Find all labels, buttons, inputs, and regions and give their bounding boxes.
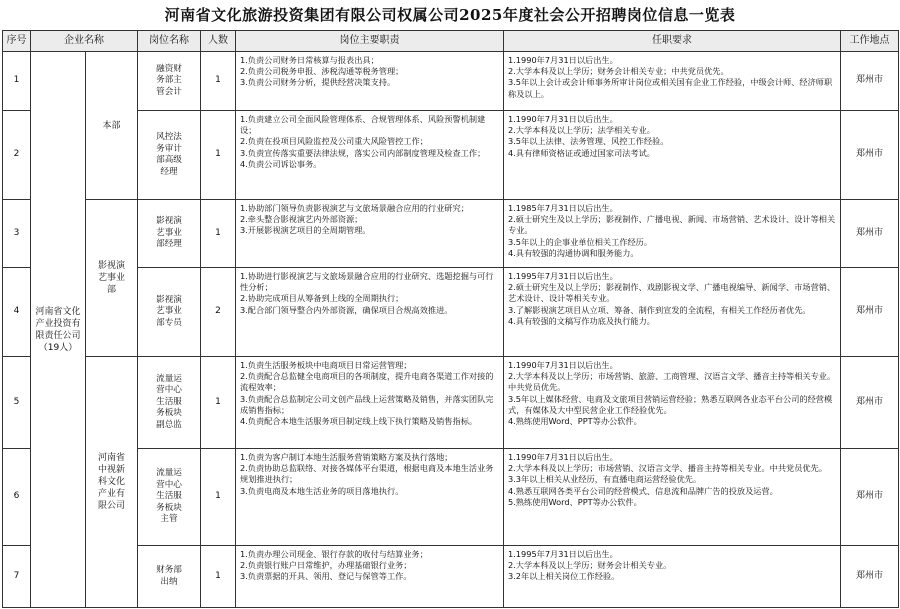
duty-item: 3.配合部门领导整合内外部资源，确保项目合规高效推进。	[240, 304, 453, 315]
department-zhongshi: 河南省中视新科文化产业有限公司	[86, 357, 138, 608]
duty-item: 3.负责配合总监制定公司文创产品线上运营策略及销售，并落实团队完成销售指标；	[240, 393, 494, 415]
duties-cell	[236, 546, 504, 608]
requirement-item: 3.了解影视演艺项目从立项、筹备、制作到宣发的全流程，有相关工作经历者优先。	[508, 304, 811, 315]
headcount: 1	[201, 449, 236, 546]
row-seq: 3	[3, 200, 31, 268]
requirement-item: 3.2年以上相关岗位工作经验。	[508, 571, 620, 582]
header-row	[3, 31, 899, 52]
duty-item: 1.协助进行影视演艺与文旅场景融合应用的行业研究、选题挖掘与可行性分析；	[240, 271, 494, 293]
headcount: 1	[201, 357, 236, 449]
requirement-item: 1.1990年7月31日以后出生。	[508, 114, 618, 124]
requirement-item: 1.1990年7月31日以后出生。	[508, 55, 618, 65]
duty-item: 4.负责配合本地生活服务项目制定线上线下执行策略及销售指标。	[240, 416, 478, 427]
requirement-item: 2.硕士研究生及以上学历；影视制作、戏剧影视文学、广播电视编导、新闻学、市场营销、艺术设计、设计等相关专业。	[508, 282, 836, 304]
header-seq: 序号	[3, 31, 31, 52]
requirements-cell	[504, 52, 841, 111]
table-row	[3, 449, 899, 546]
headcount: 1	[201, 111, 236, 200]
header-position: 岗位名称	[138, 31, 201, 52]
company-name: 河南省文化产业投资有限责任公司（19人）	[31, 52, 86, 608]
requirements-cell	[504, 200, 841, 268]
requirement-item: 2.大学本科及以上学历；财务会计相关专业；中共党员优先。	[508, 66, 729, 77]
duties-cell	[236, 52, 504, 111]
requirement-item: 4.熟悉互联网各类平台公司的经营模式、信息流和品牌广告的投放及运营。	[508, 485, 778, 496]
duty-item: 1.负责生活服务板块中电商项目日常运营管理；	[240, 360, 412, 370]
requirement-item: 4.具有较强的文稿写作功底及执行能力。	[508, 315, 655, 326]
row-seq: 4	[3, 268, 31, 357]
row-seq: 6	[3, 449, 31, 546]
duty-item: 2.负责银行账户日常维护，办理基础银行业务；	[240, 560, 412, 571]
duty-item: 1.负责建立公司全面风险管理体系、合规管理体系、风险预警机制建设；	[240, 114, 486, 136]
headcount: 1	[201, 546, 236, 608]
requirement-item: 1.1995年7月31日以后出生。	[508, 549, 618, 559]
requirement-item: 4.具有律师资格证或通过国家司法考试。	[508, 147, 655, 158]
requirement-item: 4.熟练使用Word、PPT等办公软件。	[508, 416, 642, 427]
table-row	[3, 52, 899, 111]
duty-item: 4.负责公司诉讼事务。	[240, 158, 322, 169]
requirement-item: 4.具有较强的沟通协调和服务能力。	[508, 247, 639, 258]
department-film: 影视演艺事业部	[86, 200, 138, 357]
requirement-item: 1.1990年7月31日以后出生。	[508, 452, 618, 462]
page-title: 河南省文化旅游投资集团有限公司权属公司2025年度社会公开招聘岗位信息一览表	[164, 6, 736, 24]
requirements-cell	[504, 357, 841, 449]
requirement-item: 3.5年以上法律、法务管理、风控工作经验。	[508, 136, 669, 147]
duty-item: 1.负责公司财务日常核算与报表出具；	[240, 55, 379, 65]
header-duties: 岗位主要职责	[236, 31, 504, 52]
headcount: 2	[201, 268, 236, 357]
header-count: 人数	[201, 31, 236, 52]
header-company: 企业名称	[31, 31, 138, 52]
position-name: 影视演艺事业部专员	[138, 268, 201, 357]
work-location: 郑州市	[841, 449, 899, 546]
work-location: 郑州市	[841, 111, 899, 200]
work-location: 郑州市	[841, 268, 899, 357]
duties-cell	[236, 268, 504, 357]
requirement-item: 1.1985年7月31日以后出生。	[508, 203, 618, 213]
table-row	[3, 268, 899, 357]
position-name: 风控法务审计部高级经理	[138, 111, 201, 200]
requirements-cell	[504, 268, 841, 357]
duties-cell	[236, 200, 504, 268]
requirements-cell	[504, 111, 841, 200]
duty-item: 2.负责协助总监联络、对接各媒体平台渠道，根据电商及本地生活业务规划推进执行；	[240, 463, 494, 485]
row-seq: 1	[3, 52, 31, 111]
headcount: 1	[201, 200, 236, 268]
duty-item: 3.负责电商及本地生活业务的项目落地执行。	[240, 485, 404, 496]
position-name: 财务部出纳	[138, 546, 201, 608]
requirement-item: 2.硕士研究生及以上学历；影视制作、广播电视、新闻、市场营销、艺术设计、设计等相关专业。	[508, 214, 836, 236]
table-row	[3, 200, 899, 268]
requirement-item: 1.1990年7月31日以后出生。	[508, 360, 618, 370]
duty-item: 2.协助完成项目从筹备到上线的全周期执行；	[240, 293, 404, 304]
duty-item: 3.负责票据的开具、领用、登记与保管等工作。	[240, 571, 412, 582]
header-location: 工作地点	[841, 31, 899, 52]
requirement-item: 3.5年以上会计或会计师事务所审计岗位或相关国有企业工作经验，中级会计师、经济师职称及以上。	[508, 77, 833, 99]
duty-item: 2.负责公司税务申报、涉税沟通等税务管理；	[240, 66, 404, 77]
requirement-item: 1.1995年7月31日以后出生。	[508, 271, 618, 281]
row-seq: 5	[3, 357, 31, 449]
work-location: 郑州市	[841, 357, 899, 449]
requirement-item: 5.熟练使用Word、PPT等办公软件。	[508, 496, 642, 507]
department-hq: 本部	[86, 52, 138, 200]
duty-item: 1.负责为客户制订本地生活服务营销策略方案及执行落地；	[240, 452, 453, 462]
row-seq: 2	[3, 111, 31, 200]
requirement-item: 3.3年以上相关从业经历，有直播电商运营经验优先。	[508, 474, 702, 485]
headcount: 1	[201, 52, 236, 111]
duties-cell	[236, 357, 504, 449]
work-location: 郑州市	[841, 200, 899, 268]
table-row	[3, 111, 899, 200]
duty-item: 1.协助部门领导负责影视演艺与文旅场景融合应用的行业研究；	[240, 203, 469, 213]
duty-item: 3.负责宣传落实重要法律法规，落实公司内部制度管理及检查工作；	[240, 147, 486, 158]
position-name: 融资财务部主管会计	[138, 52, 201, 111]
work-location: 郑州市	[841, 546, 899, 608]
position-name: 流量运营中心生活服务板块主管	[138, 449, 201, 546]
duty-item: 2.负责在投项目风险监控及公司重大风险管控工作；	[240, 136, 428, 147]
requirement-item: 2.大学本科及以上学历；法学相关专业。	[508, 125, 655, 136]
requirement-item: 2.大学本科及以上学历；市场营销、汉语言文学、播音主持等相关专业。中共党员优先。	[508, 463, 827, 474]
requirements-cell	[504, 546, 841, 608]
recruitment-table	[2, 30, 899, 608]
requirements-cell	[504, 449, 841, 546]
duty-item: 1.负责办理公司现金、银行存款的收付与结算业务；	[240, 549, 428, 559]
row-seq: 7	[3, 546, 31, 608]
requirement-item: 2.大学本科及以上学历；财务会计相关专业。	[508, 560, 672, 571]
duties-cell	[236, 449, 504, 546]
work-location: 郑州市	[841, 52, 899, 111]
header-requirements: 任职要求	[504, 31, 841, 52]
table-row	[3, 546, 899, 608]
requirement-item: 3.5年以上媒体经营、电商及文旅项目营销运营经验；熟悉互联网各业态平台公司的经营模式，有媒体及大中型民营企业工作经验优先。	[508, 393, 833, 415]
duty-item: 2.负责配合总监健全电商项目的各项制度，提升电商各渠道工作对接的流程效率；	[240, 371, 494, 393]
position-name: 流量运营中心生活服务板块副总监	[138, 357, 201, 449]
duty-item: 3.开展影视演艺项目的全周期管理。	[240, 225, 371, 236]
requirement-item: 2.大学本科及以上学历；市场营销、旅游、工商管理、汉语言文学、播音主持等相关专业。中共党员优先。	[508, 371, 836, 393]
duties-cell	[236, 111, 504, 200]
position-name: 影视演艺事业部经理	[138, 200, 201, 268]
table-row	[3, 357, 899, 449]
requirement-item: 3.5年以上的企事业单位相关工作经历。	[508, 236, 653, 247]
duty-item: 3.负责公司财务分析，提供经营决策支持。	[240, 77, 396, 88]
duty-item: 2.牵头整合影视演艺内外部资源；	[240, 214, 363, 225]
